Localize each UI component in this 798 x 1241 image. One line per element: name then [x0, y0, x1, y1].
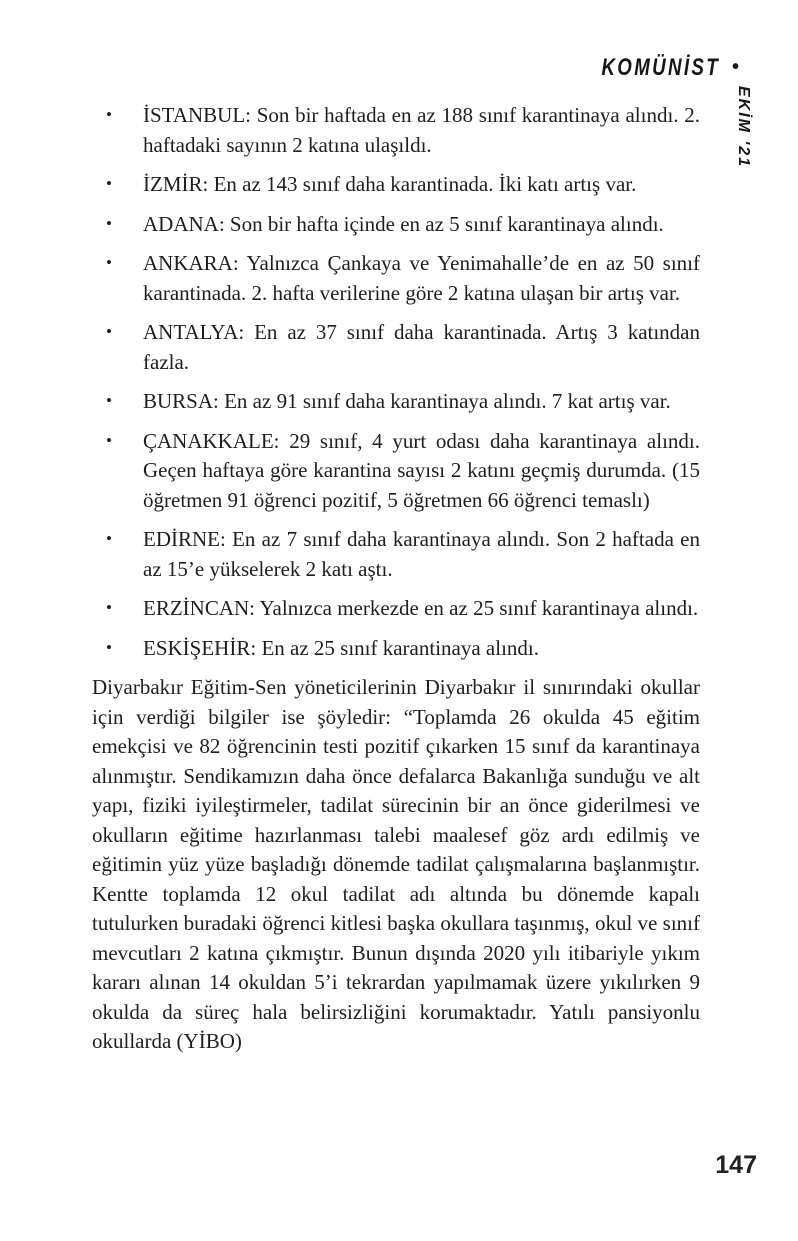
- item-detail: En az 25 sınıf karantinaya alındı.: [261, 635, 540, 660]
- journal-title: KOMÜNİST: [601, 54, 721, 81]
- bullet-icon: •: [106, 637, 112, 657]
- page-header: [568, 54, 742, 82]
- city-name: EDİRNE:: [143, 527, 226, 551]
- item-detail: Yalnızca merkezde en az 25 sınıf karantinaya alındı.: [259, 596, 699, 620]
- item-detail: En az 7 sınıf daha karantinaya alındı. Son 2 haftada en az 15’e yükselerek 2 katı aştı.: [143, 527, 700, 581]
- bullet-icon: •: [106, 213, 112, 233]
- list-item: [92, 249, 700, 308]
- list-item-text: [143, 525, 700, 584]
- quarantine-list: [92, 101, 700, 663]
- city-name: İSTANBUL:: [143, 103, 251, 127]
- list-item: [92, 318, 700, 377]
- list-item: [92, 525, 700, 584]
- header-bullet-icon: •: [731, 56, 742, 78]
- bullet-icon: •: [106, 529, 112, 548]
- city-name: BURSA:: [143, 389, 219, 413]
- item-detail: Son bir hafta içinde en az 5 sınıf karantinaya alındı.: [229, 211, 664, 236]
- list-item: [92, 427, 700, 516]
- item-detail: En az 37 sınıf daha karantinada. Artış 3 katından fazla.: [143, 320, 700, 374]
- bullet-icon: •: [106, 430, 112, 450]
- list-item-text: [143, 427, 700, 516]
- list-item-text: [143, 634, 700, 664]
- bullet-icon: •: [106, 598, 112, 617]
- city-name: İZMİR:: [143, 172, 209, 196]
- list-item: [92, 594, 700, 624]
- bullet-icon: •: [106, 322, 112, 341]
- bullet-icon: •: [106, 174, 112, 193]
- city-name: ADANA:: [143, 211, 225, 236]
- item-detail: 29 sınıf, 4 yurt odası daha karantinaya alındı. Geçen haftaya göre karantina sayısı 2 katını geçmiş durumda. (15 öğretmen 91 öğrenci pozitif, 5 öğretmen 66 öğrenci temaslı): [143, 428, 700, 512]
- list-item: [92, 387, 700, 417]
- city-name: ERZİNCAN:: [143, 596, 255, 620]
- bullet-icon: •: [106, 253, 112, 272]
- list-item-text: [143, 170, 700, 200]
- list-item: [92, 210, 700, 240]
- list-item-text: [143, 318, 700, 377]
- list-item-text: [143, 101, 700, 160]
- list-item-text: [143, 210, 700, 240]
- page-number: 147: [715, 1151, 757, 1179]
- city-name: ANKARA:: [143, 251, 239, 275]
- list-item-text: [143, 594, 700, 624]
- bullet-icon: •: [106, 105, 112, 124]
- item-detail: Son bir haftada en az 188 sınıf karantinaya alındı. 2. haftadaki sayının 2 katına ulaşıldı.: [143, 103, 700, 157]
- list-item: [92, 634, 700, 664]
- body-paragraph: Diyarbakır Eğitim-Sen yöneticilerinin Diyarbakır il sınırındaki okullar için verdiği bilgiler ise şöyledir: “Toplamda 26 okulda 45 eğitim emekçisi ve 82 öğrencinin testi pozitif çıkarken 15 sınıf da karantinaya alınmıştır. Sendikamızın daha önce defalarca Bakanlığa sunduğu ve alt yapı, fiziki iyileştirmeler, tadilat sürecinin bir an önce giderilmesi ve okulların eğitime hazırlanması talebi maalesef göz ardı edilmiş ve eğitimin yüz yüze başladığı dönemde tadilat çalışmalarına başlanmıştır. Kentte toplamda 12 okul tadilat adı altında bu dönemde kapalı tutulurken buradaki öğrenci kitlesi başka okullara taşınmış, okul ve sınıf mevcutları 2 katına çıkmıştır. Bunun dışında 2020 yılı itibariyle yıkım kararı alınan 14 okuldan 5’i tekrardan yapılmamak üzere yıkılırken 9 okulda da süreç hala belirsizliğini korumaktadır. Yatılı pansiyonlu okullarda (YİBO): [92, 675, 700, 1053]
- item-detail: En az 143 sınıf daha karantinada. İki katı artış var.: [213, 172, 637, 196]
- bullet-icon: •: [106, 391, 112, 410]
- list-item: [92, 101, 700, 160]
- issue-label: EKİM '21: [735, 86, 752, 169]
- city-name: ÇANAKKALE:: [143, 428, 280, 453]
- item-detail: En az 91 sınıf daha karantinaya alındı. 7 kat artış var.: [224, 389, 671, 413]
- item-detail: Yalnızca Çankaya ve Yenimahalle’de en az 50 sınıf karantinada. 2. hafta verilerine göre 2 katına ulaşan bir artış var.: [143, 251, 700, 305]
- city-name: ANTALYA:: [143, 320, 245, 344]
- list-item-text: [143, 249, 700, 308]
- text-column: [92, 101, 700, 1057]
- list-item: [92, 170, 700, 200]
- city-name: ESKİŞEHİR:: [143, 635, 257, 660]
- list-item-text: [143, 387, 700, 417]
